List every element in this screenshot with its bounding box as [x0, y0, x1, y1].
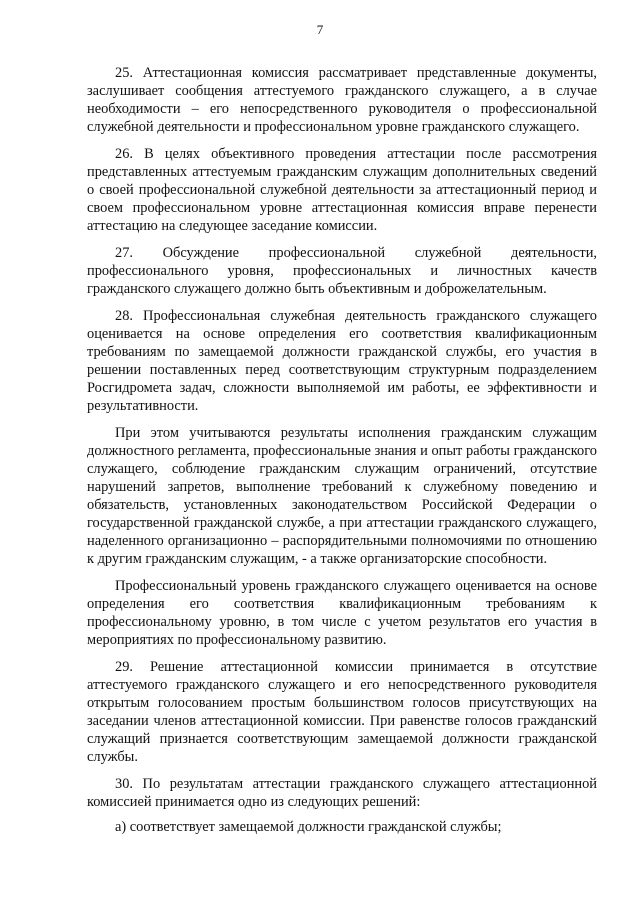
paragraph-28-considerations: При этом учитываются результаты исполнения гражданским служащим должностного регламента, профессиональные знания и опыт работы гражданского служащего, соблюдение гражданским служащим ограничений, отсутствие нарушений запретов, выполнение требований к служебному поведению и обязательств, установленных законодательством Российской Федерации о государственной гражданской службе, а при аттестации гражданского служащего, наделенного организационно – распорядительными полномочиями по отношению к другим гражданским служащим, - а также организаторские способности. [87, 425, 597, 567]
paragraph-28-professional-level: Профессиональный уровень гражданского служащего оценивается на основе определения его соответствия квалификационным требованиям к профессиональному уровню, в том числе с учетом результатов его участия в мероприятиях по профессиональному развитию. [87, 578, 597, 648]
paragraph-29: 29. Решение аттестационной комиссии принимается в отсутствие аттестуемого гражданского служащего и его непосредственного руководителя открытым голосованием простым большинством голосов присутствующих на заседании членов аттестационной комиссии. При равенстве голосов гражданский служащий признается соответствующим замещаемой должности гражданской службы. [87, 659, 597, 765]
paragraph-26: 26. В целях объективного проведения аттестации после рассмотрения представленных аттестуемым гражданским служащим дополнительных сведений о своей профессиональной служебной деятельности за аттестационный период и своем профессиональном уровне аттестационная комиссия вправе перенести аттестацию на следующее заседание комиссии. [87, 146, 597, 234]
paragraph-30-item-a: а) соответствует замещаемой должности гражданской службы; [115, 819, 502, 835]
paragraph-25: 25. Аттестационная комиссия рассматривает представленные документы, заслушивает сообщения аттестуемого гражданского служащего, а в случае необходимости – его непосредственного руководителя о профессиональной служебной деятельности и профессиональном уровне гражданского служащего. [87, 65, 597, 135]
document-body [87, 64, 597, 845]
paragraph-30: 30. По результатам аттестации гражданского служащего аттестационной комиссией принимается одно из следующих решений: [87, 776, 597, 810]
paragraph-28: 28. Профессиональная служебная деятельность гражданского служащего оценивается на основе определения его соответствия квалификационным требованиям по замещаемой должности гражданской службы, его участия в решении поставленных перед соответствующим структурным подразделением Росгидромета задач, сложности выполняемой им работы, ее эффективности и результативности. [87, 308, 597, 414]
page-number: 7 [316, 22, 324, 37]
paragraph-27: 27. Обсуждение профессиональной служебной деятельности, профессионального уровня, профессиональных и личностных качеств гражданского служащего должно быть объективным и доброжелательным. [87, 245, 597, 297]
